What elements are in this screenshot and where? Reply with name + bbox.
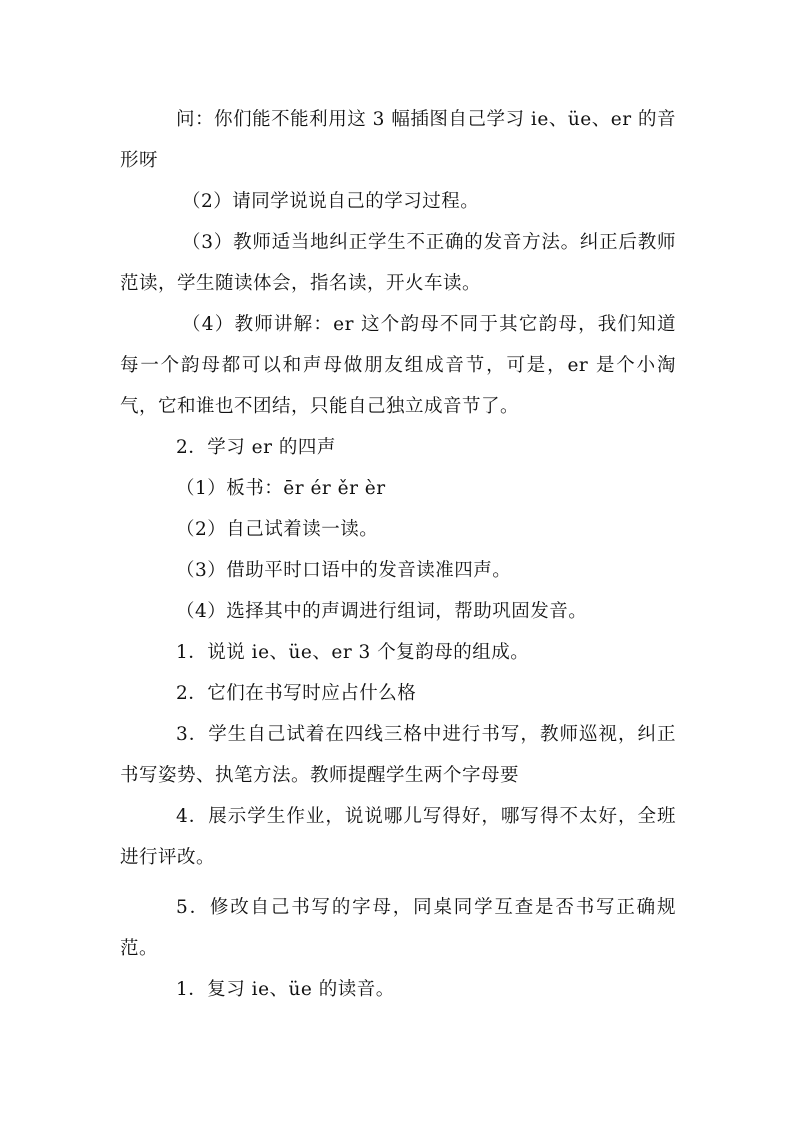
paragraph-revise: 5．修改自己书写的字母，同桌同学互查是否书写正确规范。 [120,897,676,959]
paragraph-review: 1．复习 ie、üe 的读音。 [176,979,395,1000]
paragraph-step-2: （2）请同学说说自己的学习过程。 [182,191,480,212]
paragraph-question: 问：你们能不能利用这 3 幅插图自己学习 ie、üe、er 的音形呀 [120,109,676,171]
paragraph-step-3: （3）教师适当地纠正学生不正确的发音方法。纠正后教师范读，学生随读体会，指名读，开火车读。 [120,232,676,294]
paragraph-show-work: 4．展示学生作业，说说哪儿写得好，哪写得不太好，全班进行评改。 [120,806,676,868]
paragraph-read-tones: （3）借助平时口语中的发音读准四声。 [176,560,512,581]
paragraph-composition: 1．说说 ie、üe、er 3 个复韵母的组成。 [176,642,530,663]
paragraph-er-tones-heading: 2．学习 er 的四声 [176,437,336,458]
paragraph-word-building: （4）选择其中的声调进行组词，帮助巩固发音。 [176,601,588,622]
paragraph-step-4: （4）教师讲解：er 这个韵母不同于其它韵母，我们知道每一个韵母都可以和声母做朋友组成音节，可是，er 是个小淘气，它和谁也不团结，只能自己独立成音节了。 [120,314,676,417]
paragraph-grid-position: 2．它们在书写时应占什么格 [176,683,417,704]
paragraph-board-writing: （1）板书：ēr ér ěr èr [176,478,386,499]
paragraph-read-self: （2）自己试着读一读。 [176,519,379,540]
paragraph-writing-practice: 3．学生自己试着在四线三格中进行书写，教师巡视，纠正书写姿势、执笔方法。教师提醒学生两个字母要 [120,724,676,786]
